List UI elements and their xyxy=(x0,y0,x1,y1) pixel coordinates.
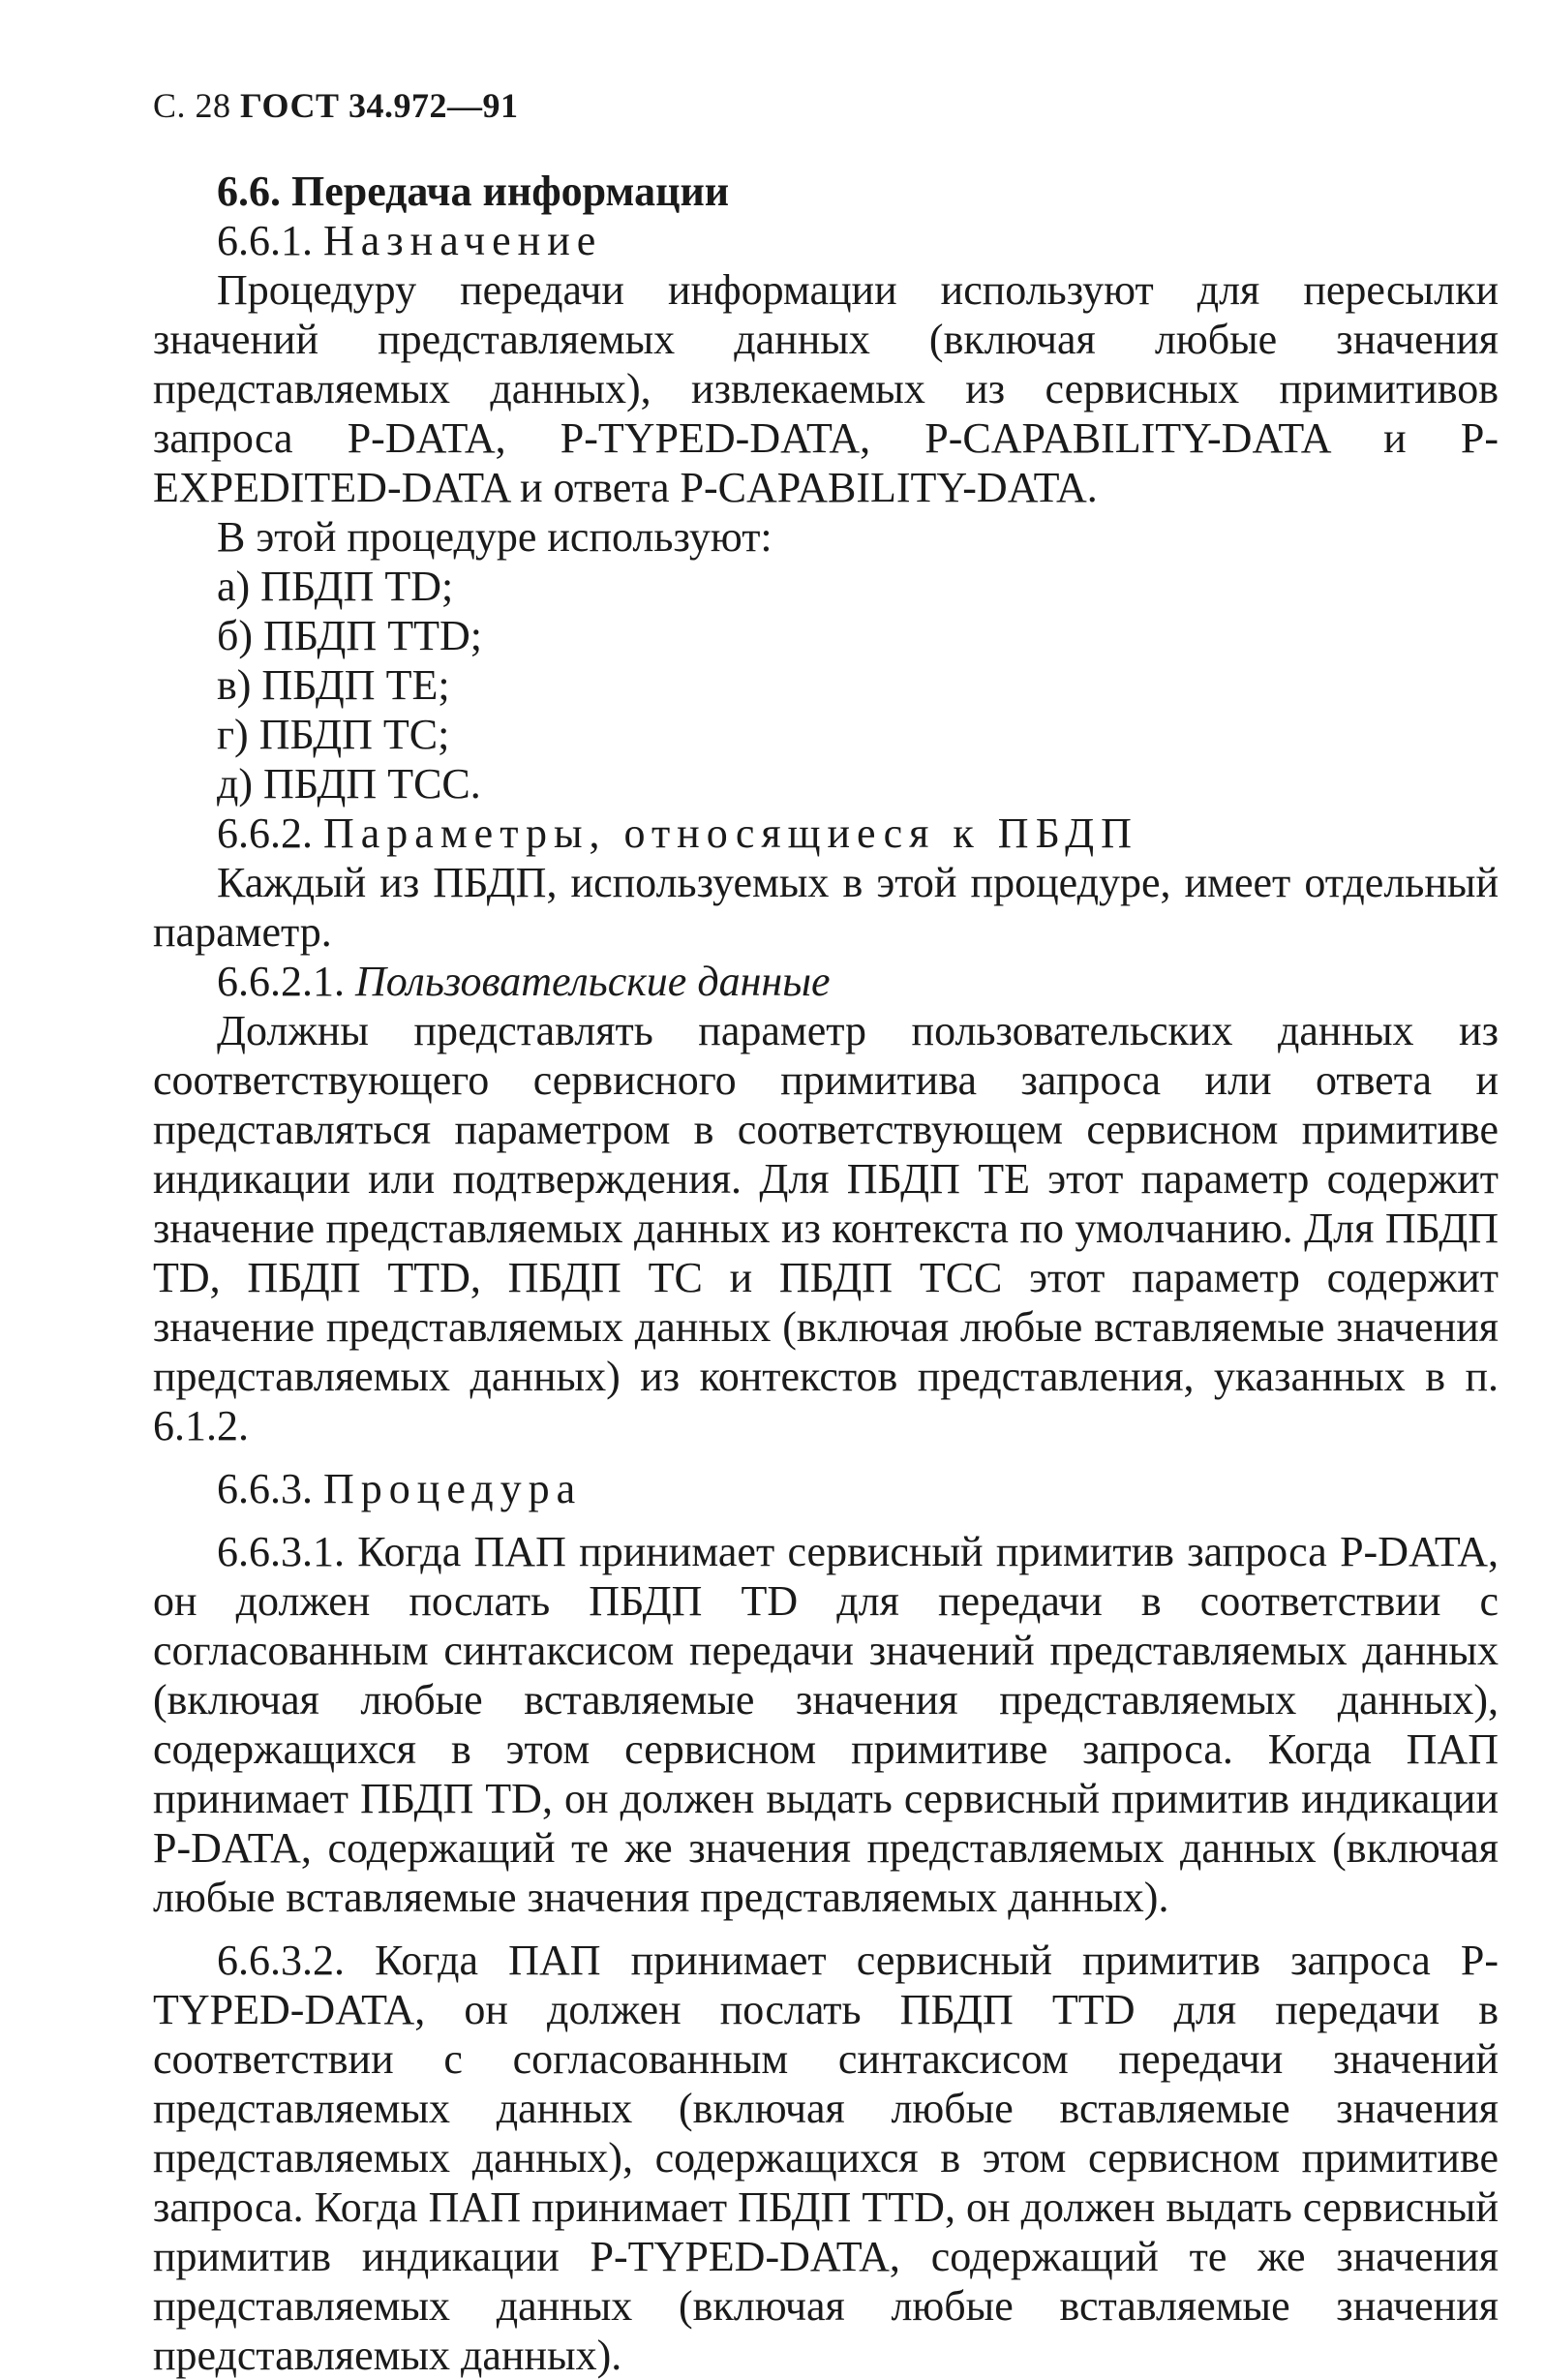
list-item: б) ПБДП TTD; xyxy=(217,612,482,659)
paragraph-usage-intro: В этой процедуре используют: xyxy=(217,513,772,561)
clause-heading-6-6-2-1 xyxy=(153,957,1499,1006)
subsection-heading-6-6-1 xyxy=(153,216,1499,265)
subsection-title: Параметры, относящиеся к ПБДП xyxy=(323,809,1138,857)
subsection-heading-6-6-3 xyxy=(153,1464,1499,1513)
subsection-number: 6.6.3. xyxy=(217,1465,313,1512)
page-reference: С. 28 xyxy=(153,86,231,125)
pdu-list xyxy=(153,562,1499,809)
subsection-title: Назначение xyxy=(323,217,603,264)
subsection-number: 6.6.1. xyxy=(217,217,313,264)
paragraph-procedure-1: 6.6.3.1. Когда ПАП принимает сервисный примитив запроса P-DATA, он должен послать ПБДП TD для передачи в соответствии с согласованным синтаксисом передачи значений представляемых данных (включая любые вставляемые значения представляемых данных), содержащихся в этом сервисном примитиве запроса. Когда ПАП принимает ПБДП TD, он должен выдать сервисный примитив индикации P-DATA, содержащий те же значения представляемых данных (включая любые вставляемые значения представляемых данных). xyxy=(153,1528,1499,1921)
subsection-heading-6-6-2 xyxy=(153,809,1499,858)
section-heading xyxy=(153,167,1499,216)
standard-code: ГОСТ 34.972—91 xyxy=(240,86,519,125)
section-number: 6.6. xyxy=(217,168,281,215)
paragraph-procedure-2: 6.6.3.2. Когда ПАП принимает сервисный примитив запроса P-TYPED-DATA, он должен послать ПБДП TTD для передачи в соответствии с согласованным синтаксисом передачи значений представляемых данных (включая любые вставляемые значения представляемых данных), содержащихся в этом сервисном примитиве запроса. Когда ПАП принимает ПБДП TTD, он должен выдать сервисный примитив индикации P-TYPED-DATA, содержащий те же значения представляемых данных (включая любые вставляемые значения представляемых данных). xyxy=(153,1937,1499,2379)
list-item: в) ПБДП ТЕ; xyxy=(217,661,450,709)
list-item: д) ПБДП ТСС. xyxy=(217,760,481,808)
clause-title: Пользовательские данные xyxy=(355,958,831,1005)
clause-number: 6.6.2.1. xyxy=(217,958,345,1005)
paragraph-parameters: Каждый из ПБДП, используемых в этой процедуре, имеет отдельный параметр. xyxy=(153,859,1499,956)
list-item: а) ПБДП TD; xyxy=(217,563,454,610)
paragraph-user-data: Должны представлять параметр пользовательских данных из соответствующего сервисного примитива запроса или ответа и представляться параметром в соответствующем сервисном примитиве индикации или подтверждения. Для ПБДП ТЕ этот параметр содержит значение представляемых данных из контекста по умолчанию. Для ПБДП TD, ПБДП TTD, ПБДП ТС и ПБДП ТСС этот параметр содержит значение представляемых данных (включая любые вставляемые значения представляемых данных) из контекстов представления, указанных в п. 6.1.2. xyxy=(153,1007,1499,1449)
running-header xyxy=(153,85,518,126)
list-item: г) ПБДП ТС; xyxy=(217,711,450,758)
subsection-title: Процедура xyxy=(323,1465,583,1512)
subsection-number: 6.6.2. xyxy=(217,809,313,857)
section-title: Передача информации xyxy=(291,168,730,215)
paragraph-purpose: Процедуру передачи информации используют для пересылки значений представляемых данных (включая любые значения представляемых данных), извлекаемых из сервисных примитивов запроса P-DATA, P-TYPED-DATA, P-CAPABILITY-DATA и P-EXPEDITED-DATA и ответа P-CAPABILITY-DATA. xyxy=(153,266,1499,511)
document-body xyxy=(153,167,1499,2380)
